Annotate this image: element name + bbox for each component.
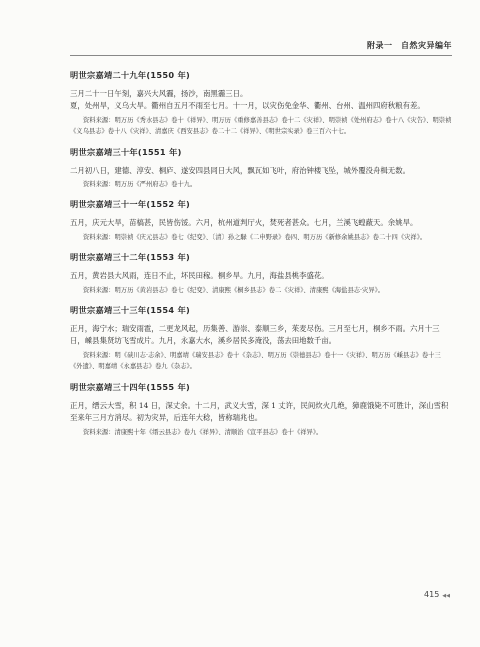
section-paragraph: 正月，缙云大雪，积 14 日，深丈余。十二月，武义大雪，深 1 丈许，民间炊火几绝，獐鹿饿毙不可胜计，深山雪积至来年三月方消尽。初为灾异，后连年大稔，皆称瑞兆也。 bbox=[70, 400, 449, 423]
section-paragraph: 正月，海宁水；瑞安雨雹，二更龙风起，历集善、游崇、泰顺三乡，茱麦尽伤。三月至七月，桐乡不雨。六月十三日，嵊县集贤坊飞雪成片。九月，永嘉大水，溪乡居民多淹没，荡去田地数千亩。 bbox=[70, 324, 440, 346]
section-source: 资料来源：明万历《黄岩县志》卷七《纪变》、清康熙《桐乡县志》卷二《灾祥》、清康熙《海盐县志·灾异》。 bbox=[83, 286, 385, 294]
section-title: 明世宗嘉靖三十三年(1554 年) bbox=[70, 305, 191, 316]
section-source: 资料来源：明万历《严州府志》卷十九。 bbox=[83, 181, 197, 189]
year-section bbox=[70, 305, 452, 373]
section-source: 资料来源：明《硖川志·志余》、明嘉靖《瑞安县志》卷十《杂志》、明万历《崇德县志》卷十一《灾祥》、明万历《嵊县志》卷十三《外遗》、明嘉靖《永嘉县志》卷九《杂志》。 bbox=[70, 351, 441, 371]
year-section bbox=[70, 147, 452, 191]
year-section bbox=[70, 199, 452, 243]
page-number-text: 415 bbox=[424, 590, 440, 599]
header-rule bbox=[70, 55, 452, 56]
section-source: 资料来源：明崇祯《庆元县志》卷七《纪变》、〔清〕孙之騄《二申野录》卷四、明万历《新修余姚县志》卷二十四《灾祥》。 bbox=[83, 233, 427, 241]
year-section bbox=[70, 70, 452, 138]
section-paragraph: 五月，黄岩县大风雨，连日不止，坏民田稼。桐乡旱。九月，海盐县桃李盛花。 bbox=[70, 271, 329, 281]
section-title: 明世宗嘉靖三十一年(1552 年) bbox=[70, 199, 191, 210]
section-title: 明世宗嘉靖三十四年(1555 年) bbox=[70, 381, 191, 392]
section-paragraph: 二月初八日，建德、淳安、桐庐、遂安四县同日大风，飘瓦如飞叶，府治钟楼飞坠，城外覆没舟楫无数。 bbox=[70, 165, 410, 175]
section-title: 明世宗嘉靖三十二年(1553 年) bbox=[70, 252, 191, 263]
section-source: 资料来源：清康熙十年《缙云县志》卷九《祥异》、清顺治《宣平县志》卷十《祥异》。 bbox=[83, 428, 323, 436]
section-title: 明世宗嘉靖三十年(1551 年) bbox=[70, 146, 182, 157]
section-title: 明世宗嘉靖二十九年(1550 年) bbox=[70, 70, 191, 80]
year-section bbox=[70, 382, 452, 438]
page-content bbox=[70, 70, 452, 447]
page-arrow-icon: ◀◀ bbox=[442, 593, 450, 599]
section-paragraph: 夏，处州旱，义乌大旱。衢州自五月不雨至七月。十一月，以灾伤免金华、衢州、台州、温州四府秋粮有差。 bbox=[70, 101, 425, 111]
year-section bbox=[70, 252, 452, 296]
running-head: 附录一 自然灾异编年 bbox=[367, 41, 452, 50]
section-paragraph: 三月二十一日午刻，嘉兴大风霾，扬沙，南黑霾三日。 bbox=[70, 89, 248, 98]
section-source: 资料来源：明万历《秀水县志》卷十《祥异》、明万历《重修嘉善县志》卷十二《灾祥》、明崇祯《处州府志》卷十八《灾告》、明崇祯《义乌县志》卷十八《灾祥》、清嘉庆《西安县志》卷二十二《祥异》、《明世宗实录》卷三百六十七。 bbox=[70, 116, 452, 136]
page-number bbox=[424, 590, 450, 599]
section-paragraph: 五月，庆元大旱，苗槁甚，民皆伤馁。六月，杭州道判厅火，焚死者甚众。七月，兰溪飞蝗蔽天。余姚旱。 bbox=[70, 218, 418, 228]
